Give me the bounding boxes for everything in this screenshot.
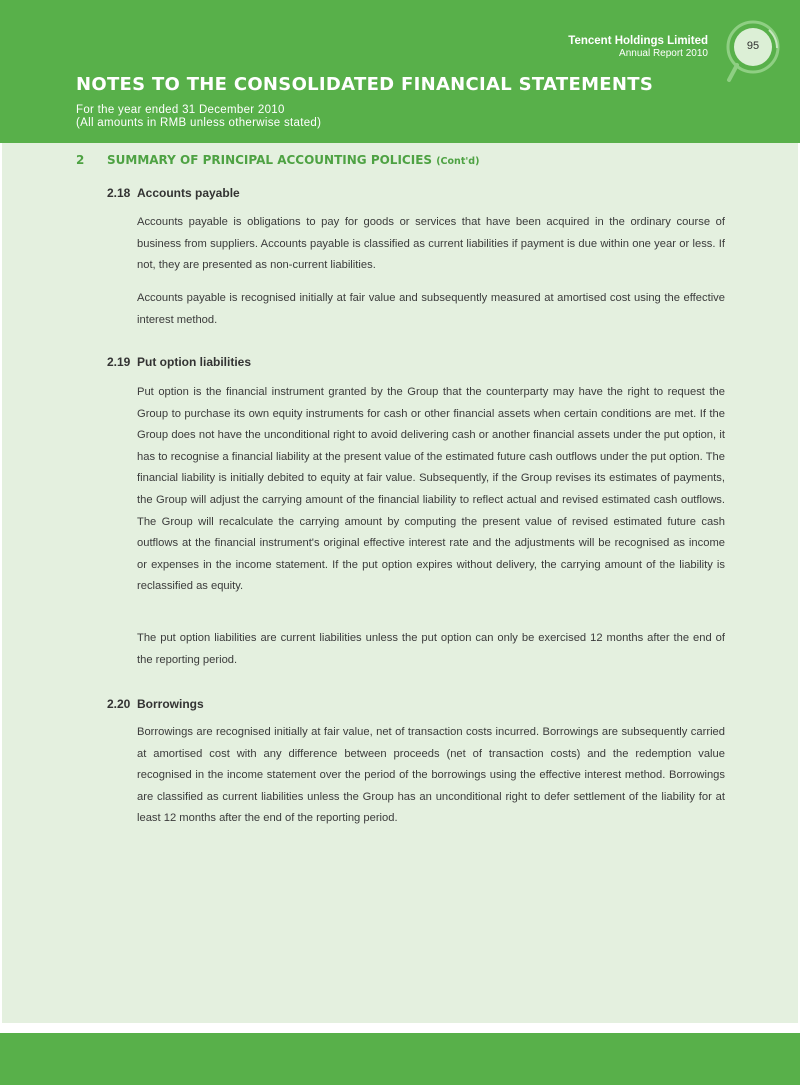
page-subtitle — [76, 104, 321, 130]
subsection-title: Accounts payable — [137, 186, 240, 200]
page-number: 95 — [746, 40, 760, 52]
paragraph: Accounts payable is obligations to pay for goods or services that have been acquired in the ordinary course of business from suppliers. Accounts payable is classified as current liabilities if payment is due within one year or less. If not, they are presented as non-current liabilities. — [137, 216, 725, 272]
subsection-number: 2.20 — [107, 697, 131, 711]
subsection-heading — [107, 355, 251, 369]
subsection-heading — [107, 186, 240, 200]
brand-block — [568, 35, 708, 60]
paragraph: Accounts payable is recognised initially at fair value and subsequently measured at amortised cost using the effective interest method. — [137, 292, 725, 326]
magnifier-circle-icon — [715, 18, 791, 88]
subsection-heading — [107, 697, 204, 711]
section-number: 2 — [76, 153, 85, 167]
subtitle-period: For the year ended 31 December 2010 — [76, 104, 285, 116]
footer-band — [0, 1033, 800, 1085]
company-name: Tencent Holdings Limited — [568, 35, 708, 47]
report-name: Annual Report 2010 — [619, 48, 708, 59]
subsection-title: Put option liabilities — [137, 355, 251, 369]
paragraph: Put option is the financial instrument granted by the Group that the counterparty may have the right to request the Group to purchase its own equity instruments for cash or other financial assets when certain conditions are met. If the Group does not have the unconditional right to avoid delivering cash or another financial assets under the put option, it has to recognise a financial liability at the present value of the estimated future cash outflows under the put option. The financial liability is initially debited to equity at fair value. Subsequently, if the Group revises its estimates of payments, the Group will adjust the carrying amount of the financial liability to reflect actual and revised estimated cash outflows. The Group will recalculate the carrying amount by computing the present value of revised estimated future cash outflows at the financial instrument's original effective interest rate and the adjustments will be recognised as income or expenses in the income statement. If the put option expires without delivery, the carrying amount of the liability is reclassified as equity. — [137, 386, 725, 593]
section-contd: (Cont'd) — [436, 156, 480, 167]
paragraph: Borrowings are recognised initially at fair value, net of transaction costs incurred. Borrowings are subsequently carried at amortised cost with any difference between proceeds (net of transaction costs) and the redemption value recognised in the income statement over the period of the borrowings using the effective interest method. Borrowings are classified as current liabilities unless the Group has an unconditional right to defer settlement of the liability for at least 12 months after the end of the reporting period. — [137, 726, 725, 825]
subtitle-currency: (All amounts in RMB unless otherwise stated) — [76, 117, 322, 129]
page-header — [0, 0, 800, 143]
subsection-number: 2.18 — [107, 186, 131, 200]
section-title: SUMMARY OF PRINCIPAL ACCOUNTING POLICIES — [107, 153, 433, 167]
page-title: NOTES TO THE CONSOLIDATED FINANCIAL STATEMENTS — [76, 74, 654, 95]
section-heading — [76, 153, 479, 167]
paragraph: The put option liabilities are current liabilities unless the put option can only be exercised 12 months after the end of the reporting period. — [137, 632, 725, 666]
subsection-number: 2.19 — [107, 355, 131, 369]
subsection-title: Borrowings — [137, 697, 204, 711]
